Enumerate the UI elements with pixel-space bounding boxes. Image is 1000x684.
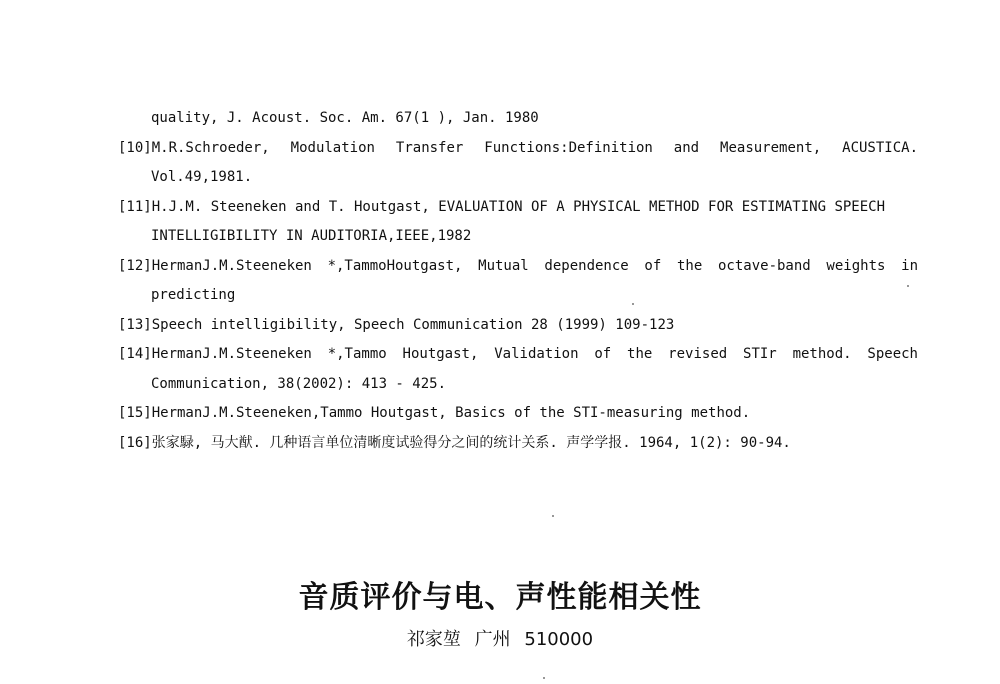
scan-speck <box>552 515 554 517</box>
reference-line: [12]HermanJ.M.Steeneken *,TammoHoutgast, Mutual dependence of the octave-band weights in <box>118 257 918 274</box>
reference-line: [11]H.J.M. Steeneken and T. Houtgast, EVALUATION OF A PHYSICAL METHOD FOR ESTIMATING SPEECH <box>118 198 886 215</box>
reference-line: Communication, 38(2002): 413 - 425. <box>151 375 447 392</box>
reference-line: quality, J. Acoust. Soc. Am. 67(1 ), Jan. 1980 <box>151 110 539 126</box>
scan-speck <box>632 303 634 305</box>
scan-speck <box>907 285 909 287</box>
scan-speck <box>543 677 545 679</box>
reference-line: [10]M.R.Schroeder, Modulation Transfer Functions:Definition and Measurement, ACUSTICA. <box>118 139 918 156</box>
reference-line: predicting <box>151 287 236 303</box>
reference-line: [13]Speech intelligibility, Speech Communication 28 (1999) 109-123 <box>118 316 675 333</box>
author-affiliation: 祁家堃 广州 510000 <box>406 629 594 650</box>
reference-line: [16]张家騄, 马大猷. 几种语言单位清晰度试验得分之间的统计关系. 声学学报. 1964, 1(2): 90-94. <box>118 434 791 451</box>
reference-line: [14]HermanJ.M.Steeneken *,Tammo Houtgast, Validation of the revised STIr method. Speech <box>118 346 918 362</box>
article-title: 音质评价与电、声性能相关性 <box>298 580 702 615</box>
reference-line: Vol.49,1981. <box>151 169 253 185</box>
reference-line: [15]HermanJ.M.Steeneken,Tammo Houtgast, Basics of the STI-measuring method. <box>118 405 751 421</box>
reference-line: INTELLIGIBILITY IN AUDITORIA,IEEE,1982 <box>151 228 472 244</box>
reference-list <box>118 104 918 458</box>
